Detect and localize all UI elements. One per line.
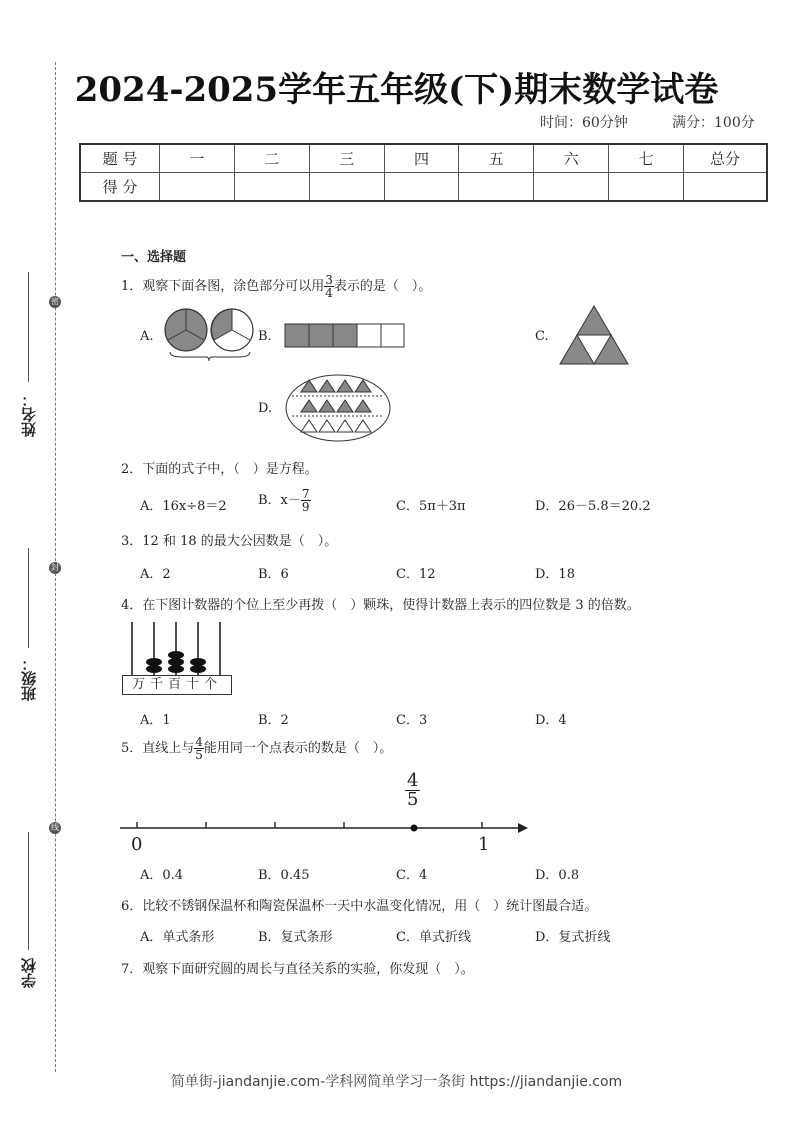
seal-mark-xian: 线 xyxy=(51,823,59,832)
circle-left xyxy=(165,309,207,351)
question-2-text: 2．下面的式子中，（ ）是方程。 xyxy=(121,462,318,477)
score-header-cell: 一 xyxy=(160,144,235,173)
seal-mark-feng: 封 xyxy=(51,563,59,572)
q3-option-c[interactable]: C．12 xyxy=(396,567,436,582)
q1-option-c-label[interactable]: C. xyxy=(535,329,549,344)
q6-option-a[interactable]: A．单式条形 xyxy=(140,930,215,945)
score-table xyxy=(79,143,768,202)
q6-option-c[interactable]: C．单式折线 xyxy=(396,930,471,945)
score-table-score-row xyxy=(80,173,767,202)
q2-b-frac-den: 9 xyxy=(301,500,310,514)
q4-option-b[interactable]: B．2 xyxy=(258,713,289,728)
school-label: 学校 xyxy=(20,958,38,988)
q1-option-a-figure xyxy=(162,306,258,362)
number-line-point-label xyxy=(405,772,420,809)
abacus-place-labels: 万千百十个 xyxy=(122,675,232,695)
time-label: 时间：60分钟 xyxy=(540,115,628,131)
score-cell[interactable] xyxy=(309,173,384,202)
q3-option-b[interactable]: B．6 xyxy=(258,567,289,582)
q1-option-d-label[interactable]: D. xyxy=(258,401,273,416)
q5-option-b[interactable]: B．0.45 xyxy=(258,868,310,883)
q2-option-a[interactable]: A．16x÷8＝2 xyxy=(140,499,227,514)
q5-fraction xyxy=(194,736,204,761)
class-label: 班级： xyxy=(20,656,38,701)
q3-option-a[interactable]: A．2 xyxy=(140,567,171,582)
number-line-zero: 0 xyxy=(131,834,143,855)
q5-frac-num: 4 xyxy=(195,735,203,749)
abacus-figure xyxy=(120,618,232,676)
q4-option-a[interactable]: A．1 xyxy=(140,713,171,728)
q5-option-a[interactable]: A．0.4 xyxy=(140,868,184,883)
score-cell[interactable] xyxy=(160,173,235,202)
q6-option-b[interactable]: B．复式条形 xyxy=(258,930,333,945)
score-cell[interactable] xyxy=(384,173,459,202)
q2-option-d[interactable]: D．26－5.8＝20.2 xyxy=(535,499,651,514)
name-blank-line xyxy=(28,272,29,382)
class-blank-line xyxy=(28,548,29,648)
score-cell[interactable] xyxy=(534,173,609,202)
point-frac-num: 4 xyxy=(407,770,419,791)
abacus-beads xyxy=(146,651,206,673)
section-heading: 一、选择题 xyxy=(121,250,187,265)
q1-frac-den: 4 xyxy=(325,286,333,300)
q5-text-before: 5．直线上与 xyxy=(121,741,195,756)
score-header-cell: 二 xyxy=(234,144,309,173)
score-header-cell: 五 xyxy=(459,144,534,173)
score-header-cell: 六 xyxy=(534,144,609,173)
page-title: 2024-2025学年五年级(下)期末数学试卷 xyxy=(74,70,719,110)
question-6-text: 6．比较不锈钢保温杯和陶瓷保温杯一天中水温变化情况，用（ ）统计图最合适。 xyxy=(121,899,598,914)
q5-frac-den: 5 xyxy=(195,748,203,762)
q1-fraction xyxy=(324,274,334,299)
point-frac-den: 5 xyxy=(407,789,419,810)
q4-option-d[interactable]: D．4 xyxy=(535,713,567,728)
q2-b-frac-num: 7 xyxy=(301,487,310,501)
q2-option-b[interactable] xyxy=(258,488,311,513)
question-7-text: 7．观察下面研究圆的周长与直径关系的实验，你发现（ ）。 xyxy=(121,962,474,977)
number-line-one: 1 xyxy=(478,834,490,855)
q1-option-b-figure xyxy=(284,323,406,349)
seal-mark-mi: 密 xyxy=(51,297,59,306)
circle-right xyxy=(211,309,253,351)
score-header-cell: 三 xyxy=(309,144,384,173)
score-cell[interactable] xyxy=(234,173,309,202)
q1-option-d-figure xyxy=(284,373,392,443)
q6-option-d[interactable]: D．复式折线 xyxy=(535,930,611,945)
q1-option-c-figure xyxy=(559,304,631,366)
q2-option-b-prefix: B．x－ xyxy=(258,493,301,508)
q5-text-after: 能用同一个点表示的数是（ ）。 xyxy=(203,741,393,756)
school-blank-line xyxy=(28,832,29,950)
footer-watermark: 简单街-jiandanjie.com-学科网简单学习一条街 https://jiandanjie.com xyxy=(170,1074,623,1090)
question-5-text xyxy=(121,736,392,761)
number-line xyxy=(118,818,530,838)
score-header-cell: 七 xyxy=(609,144,684,173)
q1-option-b-label[interactable]: B. xyxy=(258,329,272,344)
score-header-cell: 总分 xyxy=(684,144,768,173)
score-header-cell: 四 xyxy=(384,144,459,173)
q1-text-after: 表示的是（ ）。 xyxy=(333,279,432,294)
question-3-text: 3．12 和 18 的最大公因数是（ ）。 xyxy=(121,534,338,549)
question-1-text xyxy=(121,274,431,299)
q1-text-before: 1．观察下面各图，涂色部分可以用 xyxy=(121,279,325,294)
q4-option-c[interactable]: C．3 xyxy=(396,713,428,728)
score-table-header-row xyxy=(80,144,767,173)
question-4-text: 4．在下图计数器的个位上至少再拨（ ）颗珠，使得计数器上表示的四位数是 3 的倍数。 xyxy=(121,598,640,613)
q1-frac-num: 3 xyxy=(325,273,333,287)
score-label: 满分：100分 xyxy=(672,115,755,131)
score-cell[interactable] xyxy=(459,173,534,202)
q3-option-d[interactable]: D．18 xyxy=(535,567,575,582)
q2-option-b-fraction xyxy=(301,488,311,513)
name-label: 姓名： xyxy=(20,392,38,437)
score-row-label: 得 分 xyxy=(80,173,160,202)
score-cell[interactable] xyxy=(684,173,768,202)
score-cell[interactable] xyxy=(609,173,684,202)
q1-option-a-label[interactable]: A. xyxy=(140,329,154,344)
q2-option-c[interactable]: C．5π＋3π xyxy=(396,499,466,514)
q5-option-d[interactable]: D．0.8 xyxy=(535,868,580,883)
q5-option-c[interactable]: C．4 xyxy=(396,868,428,883)
score-header-cell: 题 号 xyxy=(80,144,160,173)
